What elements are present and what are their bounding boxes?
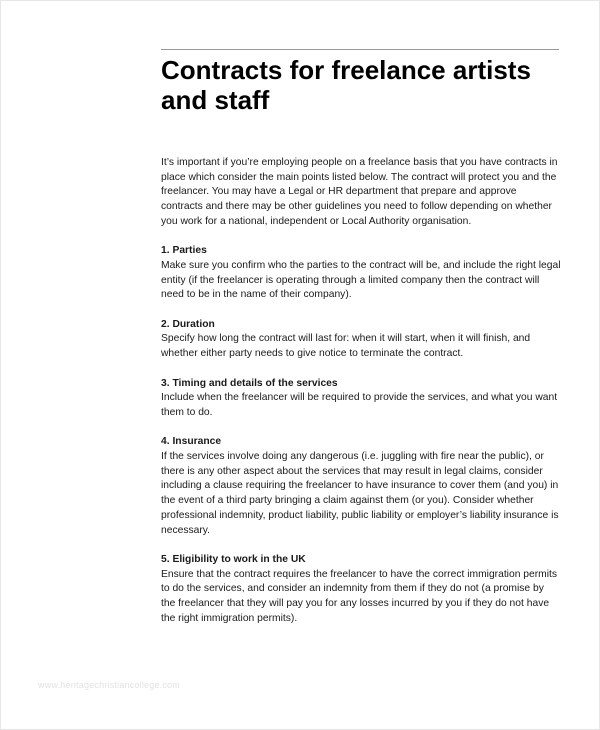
section-body: Include when the freelancer will be required to provide the services, and what you want them to do. bbox=[161, 392, 558, 418]
section-duration bbox=[161, 318, 561, 362]
section-heading: 3. Timing and details of the services bbox=[161, 377, 338, 389]
section-timing bbox=[161, 377, 561, 421]
section-parties bbox=[161, 244, 561, 303]
section-body: Make sure you confirm who the parties to the contract will be, and include the right legal entity (if the freelancer is operating through a limited company then the contract will need to be in the name of their company). bbox=[161, 259, 561, 301]
header-rule bbox=[161, 49, 559, 50]
section-heading: 4. Insurance bbox=[161, 436, 222, 448]
intro-paragraph: It’s important if you’re employing people on a freelance basis that you have contracts in place which consider the main points listed below. The contract will protect you and the freelancer. You may have a Legal or HR department that prepare and approve contracts and there may be other guidelines you need to follow depending on whether you work for a national, independent or Local Authority organisation. bbox=[161, 157, 558, 227]
section-heading: 2. Duration bbox=[161, 318, 215, 330]
section-body: Specify how long the contract will last for: when it will start, when it will finish, and whether either party needs to give notice to terminate the contract. bbox=[161, 333, 531, 360]
page-title: Contracts for freelance artists and staff bbox=[161, 55, 531, 115]
watermark: www.heritagechristiancollege.com bbox=[38, 680, 180, 690]
section-body: If the services involve doing any dangerous (i.e. juggling with fire near the public), or there is any other aspect about the services that may result in legal claims, consider including a clause requiring the freelancer to have insurance to cover them (and you) in the event of a third party bringing a claim against them (or you). Consider whether professional indemnity, product liability, public liability or employer’s liability insurance is necessary. bbox=[161, 451, 559, 536]
section-insurance bbox=[161, 435, 561, 538]
section-heading: 1. Parties bbox=[161, 245, 207, 257]
document-body bbox=[161, 156, 561, 641]
section-eligibility bbox=[161, 553, 561, 627]
section-heading: 5. Eligibility to work in the UK bbox=[161, 553, 306, 565]
section-body: Ensure that the contract requires the freelancer to have the correct immigration permits to do the services, and consider an indemnity from them if they do not (a promise by the freelancer that they will pay you for any losses incurred by you if they do not have the right immigration permits). bbox=[161, 568, 558, 624]
